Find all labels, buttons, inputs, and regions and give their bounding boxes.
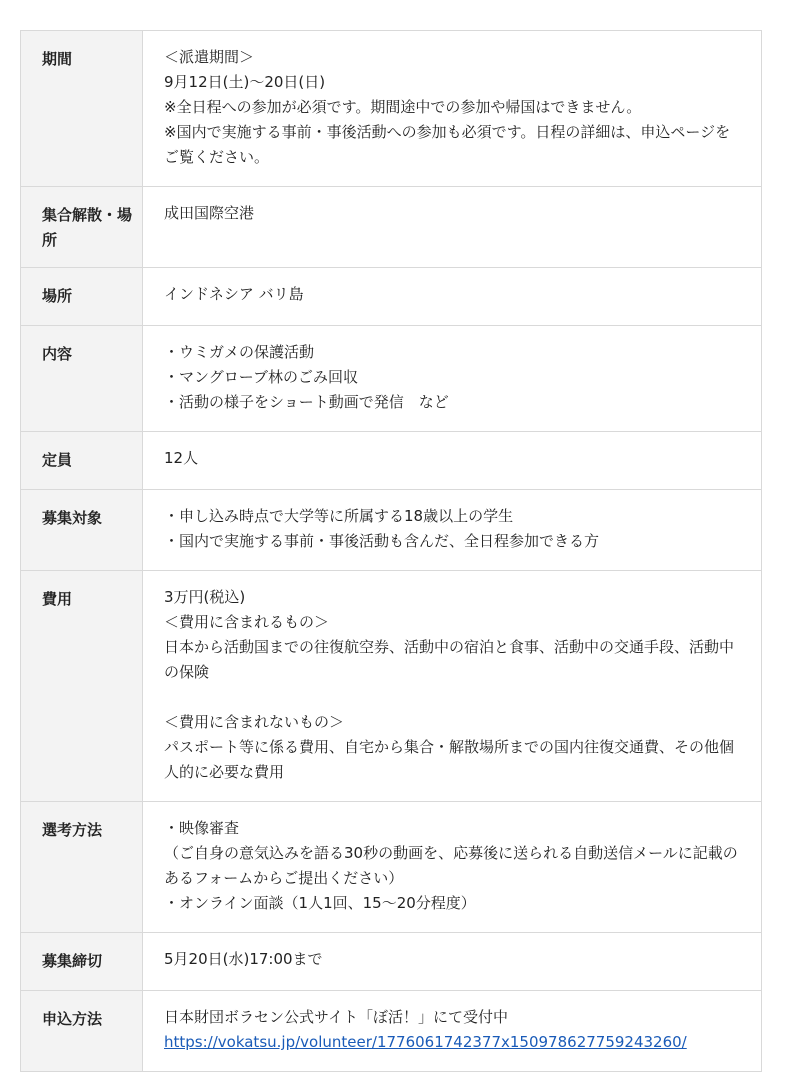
table-row [21, 432, 762, 490]
row-value [143, 571, 762, 802]
row-label: 場所 [21, 268, 143, 326]
table-row [21, 268, 762, 326]
table-row [21, 31, 762, 187]
row-label: 定員 [21, 432, 143, 490]
value-line: ※国内で実施する事前・事後活動への参加も必須です。日程の詳細は、申込ページをご覧ください。 [164, 123, 731, 166]
value-line: （ご自身の意気込みを語る30秒の動画を、応募後に送られる自動送信メールに記載のあるフォームからご提出ください） [164, 844, 738, 887]
value-line: ・活動の様子をショート動画で発信 など [164, 393, 449, 411]
info-table [20, 30, 762, 1072]
row-label: 募集締切 [21, 933, 143, 991]
table-row [21, 991, 762, 1072]
row-value [143, 933, 762, 991]
row-label: 申込方法 [21, 991, 143, 1072]
value-line: ・国内で実施する事前・事後活動も含んだ、全日程参加できる方 [164, 532, 600, 550]
row-value [143, 490, 762, 571]
value-line: ・マングローブ林のごみ回収 [164, 368, 358, 386]
table-row [21, 802, 762, 933]
table-row [21, 490, 762, 571]
value-line: 日本から活動国までの往復航空券、活動中の宿泊と食事、活動中の交通手段、活動中の保険 [164, 638, 735, 681]
row-value [143, 187, 762, 268]
row-label: 費用 [21, 571, 143, 802]
value-line: ＜費用に含まれないもの＞ [164, 713, 345, 731]
value-line: ・オンライン面談（1人1回、15〜20分程度） [164, 894, 476, 912]
row-value [143, 991, 762, 1072]
value-line: パスポート等に係る費用、自宅から集合・解散場所までの国内往復交通費、その他個人的に必要な費用 [164, 738, 735, 781]
value-line: インドネシア バリ島 [164, 285, 304, 303]
row-value [143, 31, 762, 187]
value-line: 3万円(税込) [164, 588, 246, 606]
value-line: 成田国際空港 [164, 204, 255, 222]
application-link[interactable]: https://vokatsu.jp/volunteer/1776061742377x150978627759243260/ [164, 1033, 687, 1051]
row-value [143, 268, 762, 326]
value-line: ・ウミガメの保護活動 [164, 343, 315, 361]
row-label: 内容 [21, 326, 143, 432]
value-line: 日本財団ボラセン公式サイト「ぼ活！」にて受付中 [164, 1008, 508, 1026]
row-label: 募集対象 [21, 490, 143, 571]
value-line: ※全日程への参加が必須です。期間途中での参加や帰国はできません。 [164, 98, 642, 116]
table-row [21, 187, 762, 268]
value-line: 12人 [164, 449, 199, 467]
value-line: ＜派遣期間＞ [164, 48, 255, 66]
row-label: 選考方法 [21, 802, 143, 933]
table-row [21, 571, 762, 802]
value-line: ＜費用に含まれるもの＞ [164, 613, 330, 631]
value-line-blank [164, 685, 741, 710]
table-row [21, 933, 762, 991]
value-line: ・映像審査 [164, 819, 240, 837]
row-label: 期間 [21, 31, 143, 187]
row-value [143, 326, 762, 432]
value-line: 5月20日(水)17:00まで [164, 950, 323, 968]
row-label: 集合解散・場所 [21, 187, 143, 268]
table-row [21, 326, 762, 432]
row-value [143, 802, 762, 933]
row-value [143, 432, 762, 490]
value-line: ・申し込み時点で大学等に所属する18歳以上の学生 [164, 507, 514, 525]
value-line: 9月12日(土)〜20日(日) [164, 73, 326, 91]
